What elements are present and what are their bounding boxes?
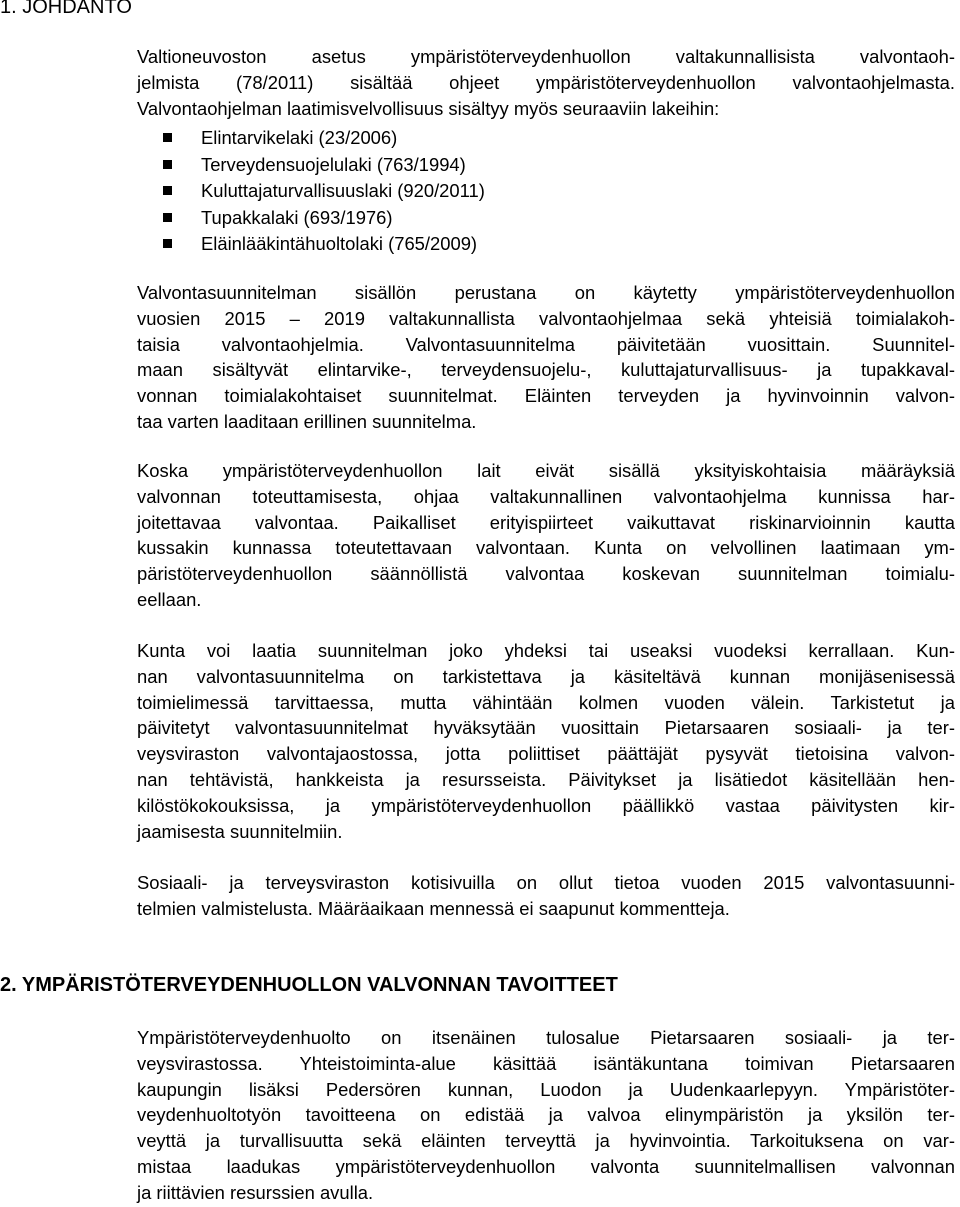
text-line: Ympäristöterveydenhuolto on itsenäinen tulosalue Pietarsaaren sosiaali- ja ter- xyxy=(137,1027,955,1048)
list-item-label: Elintarvikelaki (23/2006) xyxy=(201,127,398,148)
square-bullet-icon xyxy=(163,133,172,142)
text-line: veydenhuoltotyön tavoitteena on edistää ja valvoa elinympäristön ja yksilön ter- xyxy=(137,1104,955,1126)
text-line: Valvontasuunnitelman sisällön perustana on käytetty ympäristöterveydenhuollon xyxy=(137,282,955,303)
text-line: Valvontaohjelman laatimisvelvollisuus sisältyy myös seuraaviin lakeihin: xyxy=(137,97,720,119)
section-1-paragraph-2 xyxy=(137,280,955,435)
text-line: Kunta voi laatia suunnitelman joko yhdeksi tai useaksi vuodeksi kerrallaan. Kun- xyxy=(137,640,955,661)
section-1-heading: 1. JOHDANTO xyxy=(0,0,132,18)
text-line: kussakin kunnassa toteutettavaan valvontaan. Kunta on velvollinen laatimaan ym- xyxy=(137,537,955,559)
text-line: jelmista (78/2011) sisältää ohjeet ympäristöterveydenhuollon valvontaohjelmasta. xyxy=(137,71,955,93)
text-line: päivitetyt valvontasuunnitelmat hyväksytään vuosittain Pietarsaaren sosiaali- ja ter- xyxy=(137,717,955,739)
text-line: telmien valmistelusta. Määräaikaan mennessä ei saapunut kommentteja. xyxy=(137,897,730,919)
text-line: maan sisältyvät elintarvike-, terveydensuojelu-, kuluttajaturvallisuus- ja tupakkaval- xyxy=(137,359,955,381)
text-line: eellaan. xyxy=(137,588,202,610)
text-line: veysvirastossa. Yhteistoiminta-alue käsittää isäntäkuntana toimivan Pietarsaaren xyxy=(137,1052,955,1074)
text-line: valvonnan toteuttamisesta, ohjaa valtakunnallinen valvontaohjelma kunnissa har- xyxy=(137,485,955,507)
text-line: Koska ympäristöterveydenhuollon lait eivät sisällä yksityiskohtaisia määräyksiä xyxy=(137,460,955,481)
text-line: nan valvontasuunnitelma on tarkistettava ja käsiteltävä kunnan monijäsenisessä xyxy=(137,665,955,687)
list-item-label: Terveydensuojelulaki (763/1994) xyxy=(201,153,466,175)
section-2-heading: 2. YMPÄRISTÖTERVEYDENHUOLLON VALVONNAN TAVOITTEET xyxy=(0,974,618,996)
text-line: Sosiaali- ja terveysviraston kotisivuilla on ollut tietoa vuoden 2015 valvontasuunni- xyxy=(137,872,955,893)
text-line: mistaa laadukas ympäristöterveydenhuollon valvonta suunnitelmallisen valvonnan xyxy=(137,1155,955,1177)
text-line: kaupungin lisäksi Pedersören kunnan, Luodon ja Uudenkaarlepyyn. Ympäristöter- xyxy=(137,1078,955,1100)
text-line: taisia valvontaohjelmia. Valvontasuunnitelma päivitetään vuosittain. Suunnitel- xyxy=(137,333,955,355)
section-2-paragraph-1 xyxy=(137,1025,955,1206)
section-1-paragraph-3 xyxy=(137,458,955,613)
text-line: taa varten laaditaan erillinen suunnitelma. xyxy=(137,410,477,432)
square-bullet-icon xyxy=(163,239,172,248)
text-line: toimielimessä tarvittaessa, mutta vähintään kolmen vuoden välein. Tarkistetut ja xyxy=(137,691,955,713)
text-line: nan tehtävistä, hankkeista ja resursseista. Päivitykset ja lisätiedot käsitellään hen- xyxy=(137,768,955,790)
list-item-label: Eläinlääkintähuoltolaki (765/2009) xyxy=(201,233,478,254)
text-line: päristöterveydenhuollon säännöllistä valvontaa koskevan suunnitelman toimialu- xyxy=(137,563,955,585)
text-line: veyttä ja turvallisuutta sekä eläinten terveyttä ja hyvinvointia. Tarkoituksena on var- xyxy=(137,1130,955,1152)
text-line: kilöstökokouksissa, ja ympäristöterveydenhuollon päällikkö vastaa päivitysten kir- xyxy=(137,794,955,816)
square-bullet-icon xyxy=(163,160,172,169)
square-bullet-icon xyxy=(163,213,172,222)
section-1-paragraph-1 xyxy=(137,44,955,121)
text-line: vuosien 2015 – 2019 valtakunnallista valvontaohjelmaa sekä yhteisiä toimialakoh- xyxy=(137,307,955,329)
square-bullet-icon xyxy=(163,186,172,195)
section-1-paragraph-5 xyxy=(137,870,955,922)
list-item-label: Tupakkalaki (693/1976) xyxy=(201,206,393,228)
text-line: joitettavaa valvontaa. Paikalliset erityispiirteet vaikuttavat riskinarvioinnin kautta xyxy=(137,511,955,533)
text-line: veysviraston valvontajaostossa, jotta poliittiset päättäjät pysyvät tietoisina valvon- xyxy=(137,743,955,765)
section-1-paragraph-4 xyxy=(137,638,955,844)
text-line: ja riittävien resurssien avulla. xyxy=(137,1181,374,1203)
text-line: vonnan toimialakohtaiset suunnitelmat. Eläinten terveyden ja hyvinvoinnin valvon- xyxy=(137,385,955,407)
text-line: jaamisesta suunnitelmiin. xyxy=(137,820,343,842)
list-item-label: Kuluttajaturvallisuuslaki (920/2011) xyxy=(201,180,485,201)
text-line: Valtioneuvoston asetus ympäristöterveydenhuollon valtakunnallisista valvontaoh- xyxy=(137,46,955,67)
